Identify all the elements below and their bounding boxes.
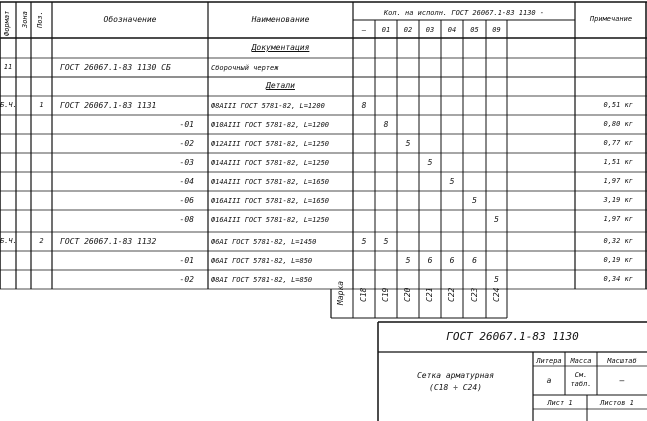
section-documentation: Документация — [251, 43, 310, 52]
mark-value: С23 — [469, 287, 479, 302]
row-note: 0,19 кг — [603, 256, 633, 264]
row-designation: -08 — [179, 215, 194, 224]
scale-value: — — [619, 376, 625, 385]
row-name: Ф14АIII ГОСТ 5781-82, L=1650 — [211, 178, 330, 186]
lit-value: а — [546, 376, 552, 385]
row-position: 2 — [39, 237, 44, 245]
quantity-column-header: 02 — [403, 26, 413, 34]
header-pos: Поз. — [36, 11, 44, 28]
row-designation: ГОСТ 26067.1-83 1131 — [60, 101, 157, 110]
row-note: 0,34 кг — [603, 275, 633, 283]
row-quantity: 5 — [494, 275, 499, 284]
sheet-label: Лист 1 — [547, 399, 573, 407]
row-designation: -04 — [179, 177, 194, 186]
row-quantity: 5 — [427, 158, 433, 167]
mark-value: С20 — [403, 287, 412, 302]
doc-number: ГОСТ 26067.1-83 1130 — [446, 330, 579, 343]
row-position: 1 — [39, 101, 44, 109]
section-parts: Детали — [266, 81, 295, 90]
row-note: 0,77 кг — [603, 139, 633, 147]
mass-label: Масса — [570, 357, 592, 365]
row-note: 1,51 кг — [603, 158, 633, 166]
row-designation: -06 — [179, 196, 194, 205]
row-quantity: 8 — [383, 120, 389, 129]
row-quantity: 6 — [472, 256, 477, 265]
row-quantity: 8 — [361, 101, 367, 110]
quantity-column-header: 09 — [492, 26, 501, 34]
row-quantity: 5 — [405, 256, 411, 265]
lit-label: Литера — [536, 357, 562, 365]
row-name: Ф6АI ГОСТ 5781-82, L=850 — [211, 257, 313, 265]
row-quantity: 6 — [427, 256, 433, 265]
row-quantity: 5 — [361, 237, 367, 246]
row-note: 0,32 кг — [603, 237, 633, 245]
mark-value: С21 — [425, 287, 434, 302]
row-format: Б.Ч. — [0, 101, 17, 109]
quantity-column-header: 04 — [447, 26, 457, 34]
header-designation: Обозначение — [103, 15, 157, 24]
row-designation: -02 — [179, 275, 194, 284]
mark-value: С18 — [359, 287, 368, 302]
row-name: Ф12АIII ГОСТ 5781-82, L=1250 — [211, 140, 330, 148]
quantity-column-header: 01 — [381, 26, 391, 34]
quantity-column-header: — — [361, 26, 367, 34]
row-name: Ф8АI ГОСТ 5781-82, L=850 — [211, 276, 313, 284]
product-name-line1: Сетка арматурная — [416, 371, 495, 380]
row-format: 11 — [3, 63, 13, 71]
header-name: Наименование — [251, 15, 310, 24]
row-designation: -01 — [179, 120, 194, 129]
row-name: Ф6АI ГОСТ 5781-82, L=1450 — [211, 238, 317, 246]
row-name: Ф16АIII ГОСТ 5781-82, L=1650 — [211, 197, 330, 205]
quantity-column-header: 03 — [425, 26, 435, 34]
row-note: 3,19 кг — [603, 196, 633, 204]
row-designation: -03 — [179, 158, 194, 167]
quantity-column-header: 05 — [470, 26, 479, 34]
row-quantity: 5 — [405, 139, 411, 148]
header-format: Формат — [3, 10, 11, 36]
row-name: Ф8АIII ГОСТ 5781-82, L=1200 — [211, 102, 325, 110]
row-note: 0,51 кг — [603, 101, 633, 109]
row-designation: -02 — [179, 139, 194, 148]
row-quantity: 5 — [383, 237, 389, 246]
row-designation: ГОСТ 26067.1-83 1130 СБ — [60, 63, 171, 72]
row-quantity: 6 — [449, 256, 455, 265]
header-zone: Зона — [21, 11, 29, 28]
row-name: Ф10АIII ГОСТ 5781-82, L=1200 — [211, 121, 330, 129]
row-quantity: 5 — [472, 196, 477, 205]
mark-value: С19 — [381, 287, 390, 302]
mark-label: Марка — [336, 280, 345, 305]
row-name: Ф14АIII ГОСТ 5781-82, L=1250 — [211, 159, 330, 167]
product-name-line2: (С18 ÷ С24) — [429, 383, 482, 392]
row-quantity: 5 — [494, 215, 499, 224]
row-name: Ф16АIII ГОСТ 5781-82, L=1250 — [211, 216, 330, 224]
header-note: Примечание — [589, 15, 633, 23]
row-note: 1,97 кг — [603, 215, 633, 223]
row-quantity: 5 — [449, 177, 455, 186]
row-note: 1,97 кг — [603, 177, 633, 185]
row-note: 0,80 кг — [603, 120, 633, 128]
header-quantity: Кол. на исполн. ГОСТ 26067.1-83 1130 - — [383, 9, 545, 17]
mass-value-2: табл. — [570, 380, 592, 388]
mass-value-1: См. — [574, 371, 588, 379]
row-designation: ГОСТ 26067.1-83 1132 — [60, 237, 157, 246]
sheets-label: Листов 1 — [600, 399, 634, 407]
mark-value: С24 — [491, 287, 501, 302]
row-designation: -01 — [179, 256, 194, 265]
row-format: Б.Ч. — [0, 237, 17, 245]
mark-value: С22 — [447, 287, 456, 302]
scale-label: Масштаб — [607, 357, 637, 365]
row-name: Сборочный чертеж — [211, 64, 279, 72]
